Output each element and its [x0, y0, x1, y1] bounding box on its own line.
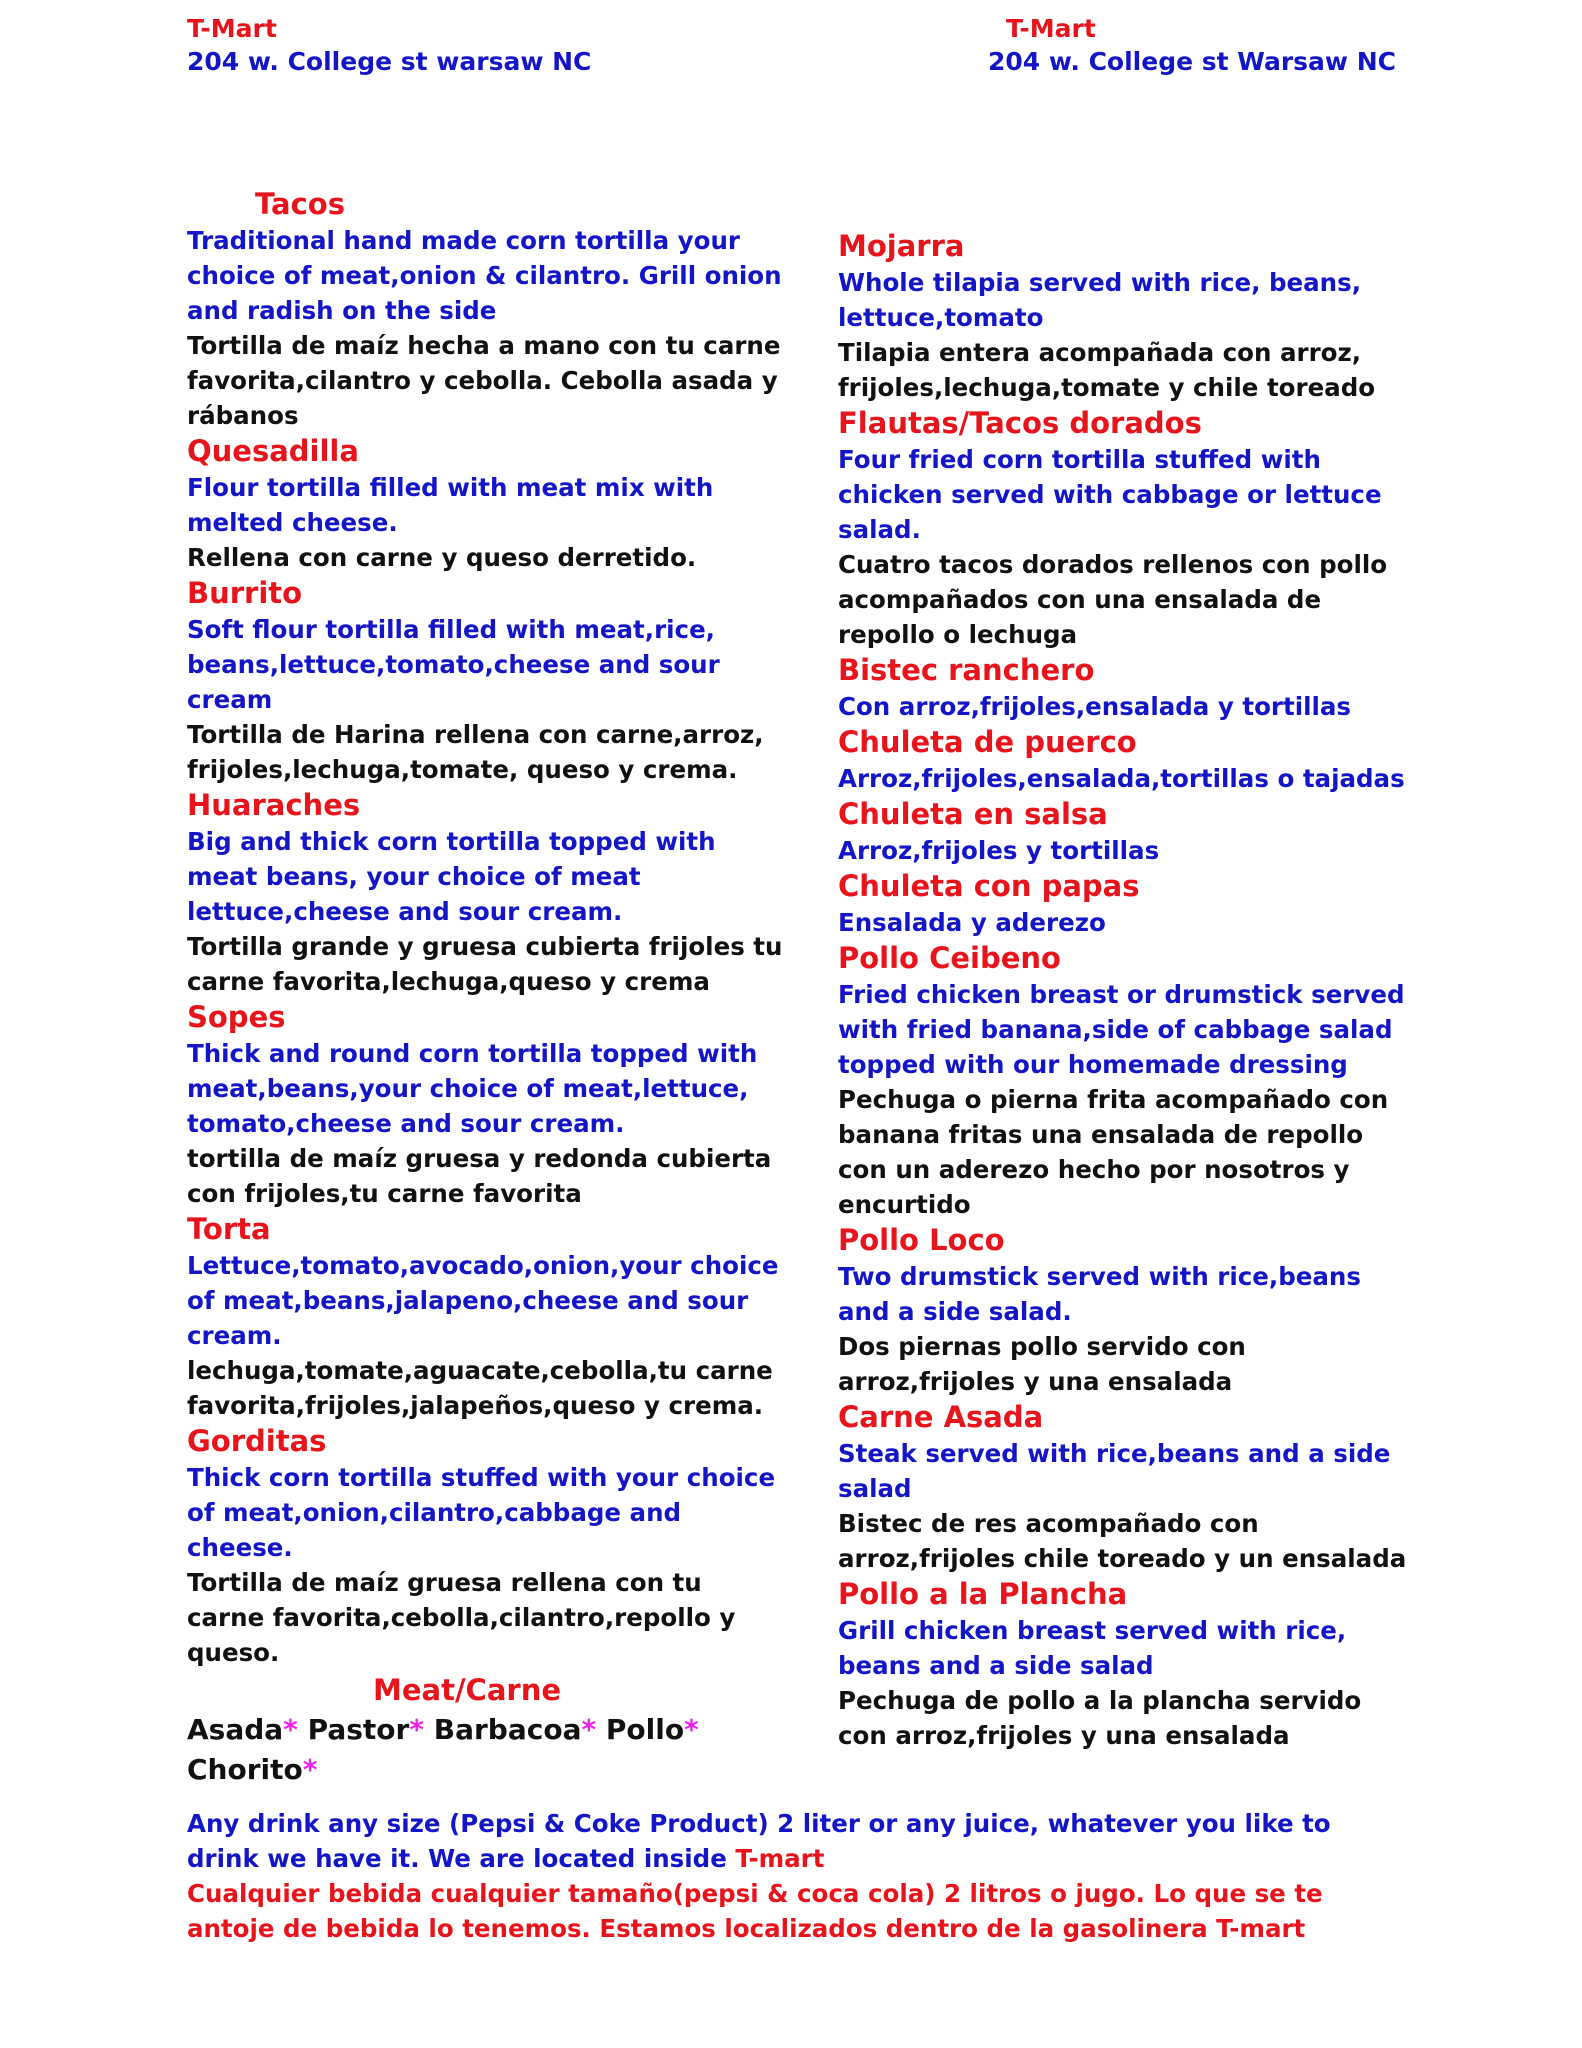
menu-item-desc-en: Traditional hand made corn tortilla your choice of meat,onion & cilantro. Grill onion and radish on the side — [187, 226, 782, 325]
meat-option: Chorito — [187, 1753, 303, 1786]
menu-item-desc-es: Dos piernas pollo servido con arroz,frijoles y una ensalada — [838, 1332, 1246, 1396]
menu-item-desc-en: Soft flour tortilla filled with meat,rice, beans,lettuce,tomato,cheese and sour cream — [187, 615, 720, 714]
menu-item-desc-en: Big and thick corn tortilla topped with meat beans, your choice of meat lettuce,cheese and sour cream. — [187, 827, 716, 926]
meat-marker: * — [283, 1713, 298, 1746]
menu-item-title: Chuleta de puerco — [838, 725, 1137, 759]
meat-marker: * — [684, 1713, 699, 1746]
menu-item-desc-es: Tortilla de maíz gruesa rellena con tu carne favorita,cebolla,cilantro,repollo y queso. — [187, 1568, 736, 1667]
menu-item-gorditas — [187, 1423, 787, 1670]
menu-item-chuleta-con-papas — [838, 868, 1418, 940]
menu-item-pollo-a-la-plancha — [838, 1576, 1418, 1753]
menu-item-desc-es: Tortilla de maíz hecha a mano con tu carne favorita,cilantro y cebolla. Cebolla asada y rábanos — [187, 331, 781, 430]
menu-item-title: Torta — [187, 1212, 271, 1246]
menu-item-title: Quesadilla — [187, 434, 359, 468]
menu-item-desc-en: Thick and round corn tortilla topped with meat,beans,your choice of meat,lettuce, tomato,cheese and sour cream. — [187, 1039, 758, 1138]
meat-options — [187, 1710, 707, 1790]
menu-item-title: Flautas/Tacos dorados — [838, 406, 1202, 440]
menu-item-desc-en: Arroz,frijoles,ensalada,tortillas o tajadas — [838, 764, 1405, 793]
menu-item-desc-en: Flour tortilla filled with meat mix with melted cheese. — [187, 473, 714, 537]
store-name-left: T-Mart — [187, 14, 277, 43]
menu-item-desc-es: Rellena con carne y queso derretido. — [187, 543, 697, 572]
menu-item-desc-es: Pechuga de pollo a la plancha servido con arroz,frijoles y una ensalada — [838, 1686, 1362, 1750]
header-right — [988, 14, 1396, 77]
meat-option: Asada — [187, 1713, 284, 1746]
footer-brand: T-mart — [735, 1844, 825, 1873]
menu-item-title: Huaraches — [187, 788, 361, 822]
right-menu-column — [838, 228, 1418, 1753]
footer-note — [187, 1806, 1387, 1946]
menu-item-desc-es: Tortilla de Harina rellena con carne,arroz, frijoles,lechuga,tomate, queso y crema. — [187, 720, 764, 784]
meat-option: Barbacoa — [433, 1713, 582, 1746]
menu-item-torta — [187, 1211, 787, 1423]
menu-item-desc-en: Steak served with rice,beans and a side salad — [838, 1439, 1391, 1503]
menu-item-desc-es: Bistec de res acompañado con arroz,frijoles chile toreado y un ensalada — [838, 1509, 1407, 1573]
menu-item-title: Pollo Loco — [838, 1223, 1005, 1257]
menu-item-desc-en: Ensalada y aderezo — [838, 908, 1106, 937]
footer-spanish: Cualquier bebida cualquier tamaño(pepsi & coca cola) 2 litros o jugo. Lo que se te antoje de bebida lo tenemos. Estamos localizados dentro de la gasolinera T-mart — [187, 1879, 1323, 1943]
menu-item-pollo-loco — [838, 1222, 1418, 1399]
store-name-right: T-Mart — [1006, 14, 1096, 43]
footer-english — [187, 1806, 1387, 1876]
menu-item-title: Burrito — [187, 576, 303, 610]
menu-item-desc-en: Thick corn tortilla stuffed with your choice of meat,onion,cilantro,cabbage and cheese. — [187, 1463, 776, 1562]
meat-option: Pastor — [307, 1713, 410, 1746]
menu-item-quesadilla — [187, 433, 787, 575]
menu-item-desc-en: Grill chicken breast served with rice, beans and a side salad — [838, 1616, 1347, 1680]
menu-item-desc-en: Whole tilapia served with rice, beans, lettuce,tomato — [838, 268, 1362, 332]
menu-item-desc-es: tortilla de maíz gruesa y redonda cubierta con frijoles,tu carne favorita — [187, 1144, 772, 1208]
menu-item-flautas — [838, 405, 1418, 652]
meat-marker: * — [409, 1713, 424, 1746]
menu-item-bistec-ranchero — [838, 652, 1418, 724]
menu-item-desc-en: Lettuce,tomato,avocado,onion,your choice of meat,beans,jalapeno,cheese and sour cream. — [187, 1251, 779, 1350]
menu-item-title: Sopes — [187, 1000, 286, 1034]
store-address-right: 204 w. College st Warsaw NC — [988, 47, 1396, 76]
menu-item-huaraches — [187, 787, 787, 999]
menu-item-desc-en: Two drumstick served with rice,beans and a side salad. — [838, 1262, 1361, 1326]
meat-title: Meat/Carne — [372, 1673, 562, 1707]
footer-english-text: Any drink any size (Pepsi & Coke Product) 2 liter or any juice, whatever you like to drink we have it. We are located inside — [187, 1809, 1331, 1873]
menu-item-title: Bistec ranchero — [838, 653, 1095, 687]
menu-item-pollo-ceibeno — [838, 940, 1418, 1222]
menu-item-sopes — [187, 999, 787, 1211]
menu-item-carne-asada — [838, 1399, 1418, 1576]
menu-item-title: Gorditas — [187, 1424, 327, 1458]
menu-item-desc-en: Four fried corn tortilla stuffed with chicken served with cabbage or lettuce salad. — [838, 445, 1382, 544]
menu-item-desc-es: Tortilla grande y gruesa cubierta frijoles tu carne favorita,lechuga,queso y crema — [187, 932, 783, 996]
menu-item-title: Chuleta en salsa — [838, 797, 1108, 831]
menu-item-desc-es: Pechuga o pierna frita acompañado con banana fritas una ensalada de repollo con un aderezo hecho por nosotros y encurtido — [838, 1085, 1389, 1219]
menu-item-title: Pollo a la Plancha — [838, 1577, 1128, 1611]
header-left — [187, 14, 591, 77]
menu-item-title: Pollo Ceibeno — [838, 941, 1061, 975]
meat-marker: * — [302, 1753, 318, 1786]
left-menu-column — [187, 186, 787, 1790]
meat-marker: * — [581, 1713, 597, 1746]
meat-option: Pollo — [605, 1713, 685, 1746]
menu-item-desc-es: Tilapia entera acompañada con arroz, frijoles,lechuga,tomate y chile toreado — [838, 338, 1376, 402]
menu-item-desc-es: Cuatro tacos dorados rellenos con pollo acompañados con una ensalada de repollo o lechuga — [838, 550, 1388, 649]
menu-item-chuleta-de-puerco — [838, 724, 1418, 796]
store-address-left: 204 w. College st warsaw NC — [187, 47, 592, 76]
menu-item-title: Carne Asada — [838, 1400, 1044, 1434]
meat-section — [187, 1670, 787, 1790]
menu-item-tacos — [187, 186, 787, 433]
menu-item-burrito — [187, 575, 787, 787]
menu-item-desc-en: Con arroz,frijoles,ensalada y tortillas — [838, 692, 1352, 721]
menu-item-mojarra — [838, 228, 1418, 405]
menu-item-chuleta-en-salsa — [838, 796, 1418, 868]
menu-item-desc-es: lechuga,tomate,aguacate,cebolla,tu carne favorita,frijoles,jalapeños,queso y crema. — [187, 1356, 773, 1420]
menu-item-desc-en: Arroz,frijoles y tortillas — [838, 836, 1160, 865]
menu-item-title: Tacos — [255, 187, 345, 221]
menu-item-title: Chuleta con papas — [838, 869, 1140, 903]
menu-item-desc-en: Fried chicken breast or drumstick served with fried banana,side of cabbage salad topped with our homemade dressing — [838, 980, 1405, 1079]
menu-item-title: Mojarra — [838, 229, 965, 263]
